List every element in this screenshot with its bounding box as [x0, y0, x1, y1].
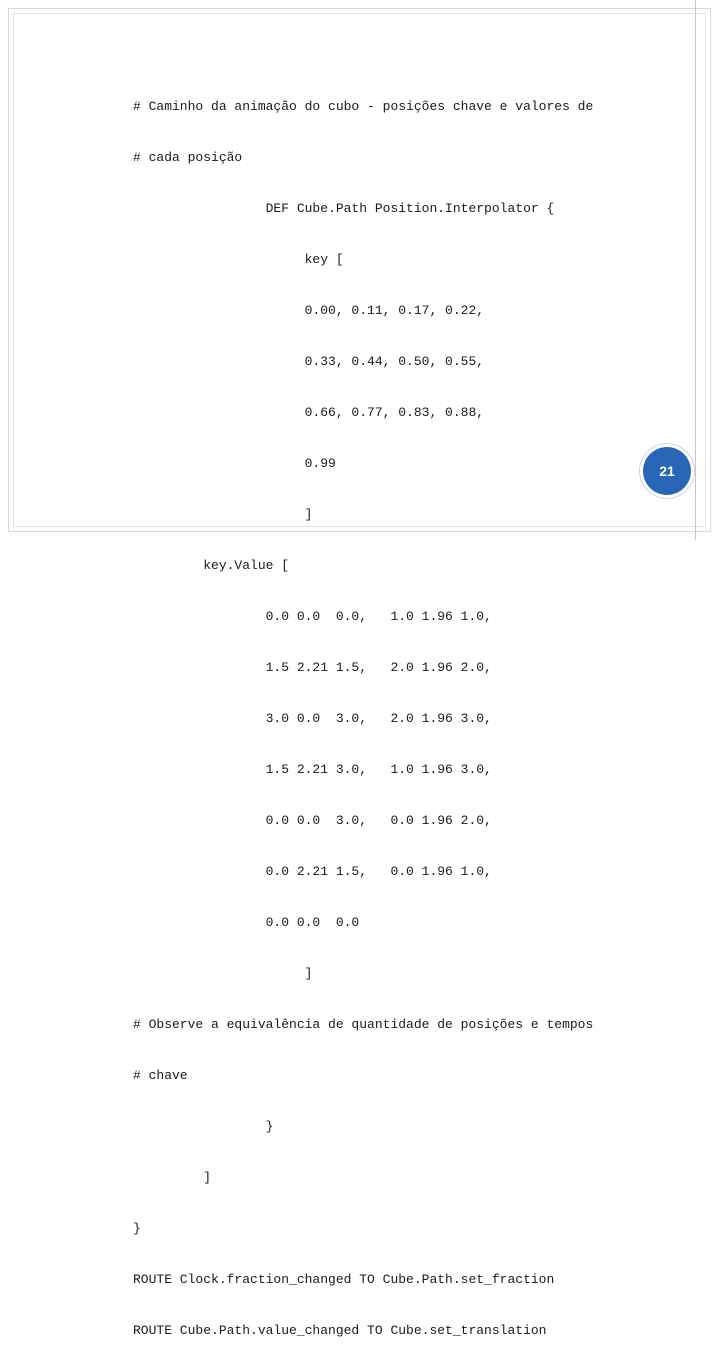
code-line: 3.0 0.0 3.0, 2.0 1.96 3.0, [133, 711, 492, 726]
code-line: # Caminho da animação do cubo - posições chave e valores de [133, 99, 594, 114]
code-line: ] [133, 966, 313, 981]
code-line: 1.5 2.21 3.0, 1.0 1.96 3.0, [133, 762, 492, 777]
code-line: 0.99 [133, 456, 336, 471]
code-line: # Observe a equivalência de quantidade de posições e tempos [133, 1017, 594, 1032]
code-line: DEF Cube.Path Position.Interpolator { [133, 201, 555, 216]
code-line: key.Value [ [133, 558, 290, 573]
code-line: # cada posição [133, 150, 243, 165]
code-line: 0.66, 0.77, 0.83, 0.88, [133, 405, 485, 420]
code-line: 0.33, 0.44, 0.50, 0.55, [133, 354, 485, 369]
code-line: 1.5 2.21 1.5, 2.0 1.96 2.0, [133, 660, 492, 675]
page-number-badge [643, 447, 691, 495]
code-line: } [133, 1119, 274, 1134]
code-block [133, 64, 593, 1356]
code-line: 0.00, 0.11, 0.17, 0.22, [133, 303, 485, 318]
code-line: } [133, 1221, 141, 1236]
code-line: 0.0 0.0 0.0, 1.0 1.96 1.0, [133, 609, 492, 624]
right-border-rule [695, 0, 696, 540]
code-line: 0.0 0.0 3.0, 0.0 1.96 2.0, [133, 813, 492, 828]
code-line: 0.0 0.0 0.0 [133, 915, 360, 930]
code-line: ] [133, 1170, 212, 1185]
code-line: key [ [133, 252, 344, 267]
code-line: ] [133, 507, 313, 522]
code-line: ROUTE Clock.fraction_changed TO Cube.Path.set_fraction [133, 1272, 555, 1287]
code-line: ROUTE Cube.Path.value_changed TO Cube.set_translation [133, 1323, 547, 1338]
page-number: 21 [659, 463, 675, 479]
code-line: 0.0 2.21 1.5, 0.0 1.96 1.0, [133, 864, 492, 879]
code-line: # chave [133, 1068, 188, 1083]
